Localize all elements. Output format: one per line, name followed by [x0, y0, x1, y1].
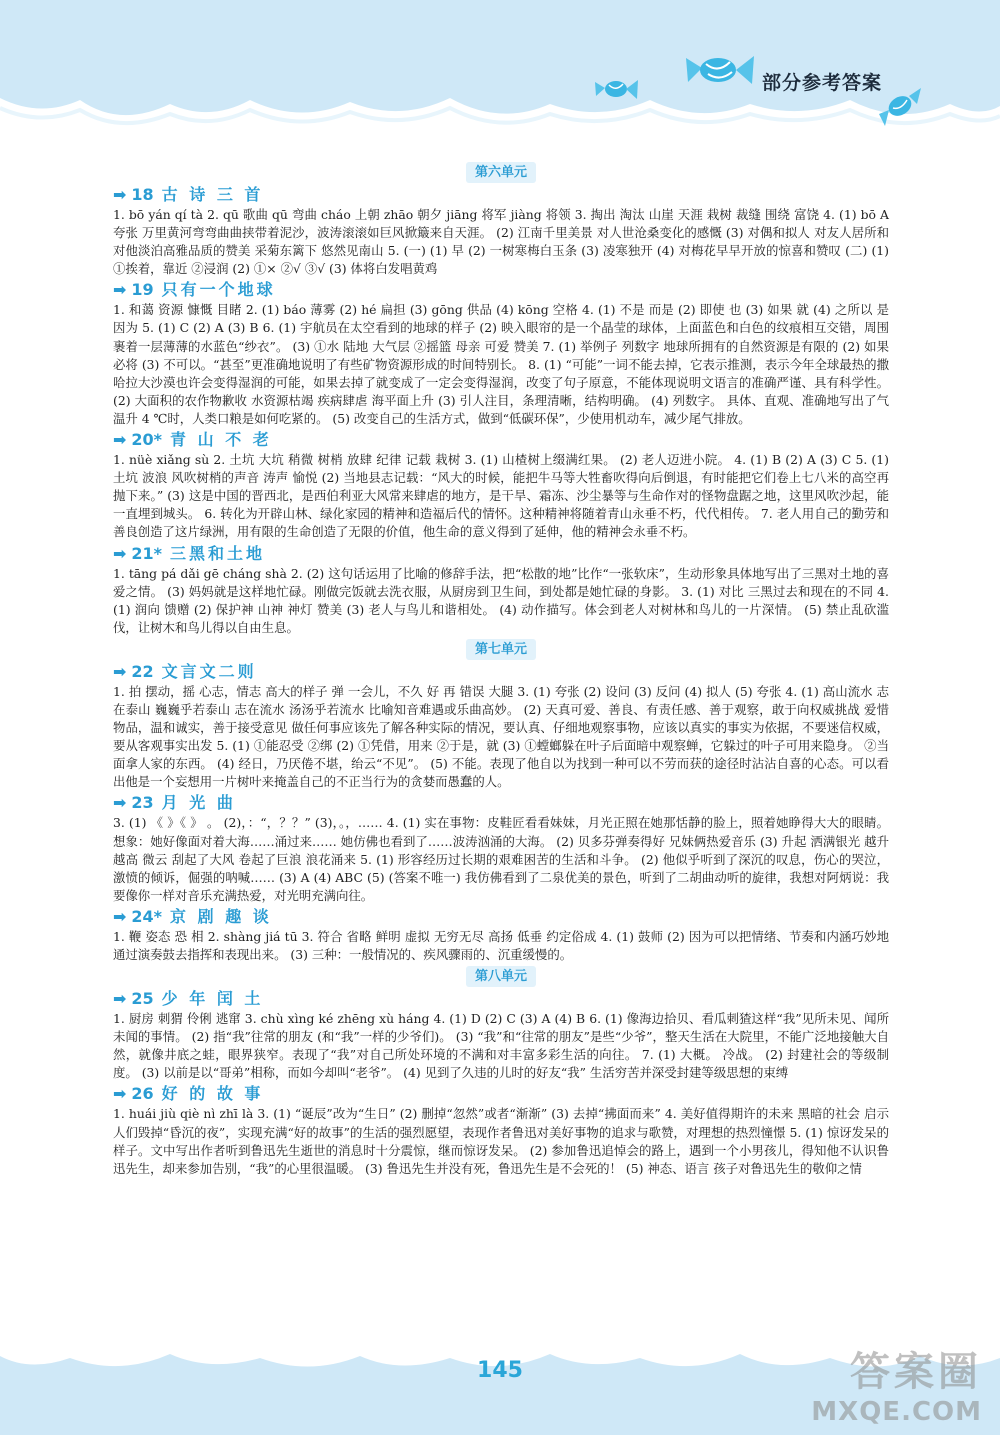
- lesson-name: 好 的 故 事: [161, 1084, 264, 1104]
- lesson-answer: 1. 鞭 姿态 恐 相 2. shàng jiá tū 3. 符合 省略 鲜明 虚拟 无穷无尽 高扬 低垂 约定俗成 4. (1) 鼓师 (2) 因为可以把情绪、节奏和内涵巧妙地通过演奏鼓去指挥和表现出来。 (3) 三种：一般情况的、疾风骤雨的、沉重缓慢的。: [113, 928, 889, 962]
- lesson-answer: 1. 厨房 刺猬 伶俐 逃窜 3. chù xìng ké zhēng xù háng 4. (1) D (2) C (3) A (4) B 6. (1) 像海边拾贝、看瓜刺猹这样“我”见所未见、闻所未闻的事情。 (2) 指“我”往常的朋友 (和“我”一样的少爷们)。 (3) “我”和“往常的朋友”是些“少爷”，整天生活在大院里，不能广泛地接触大自然，就像井底之蛙，眼界狭窄。表现了“我”对自己所处环境的不满和对丰富多彩生活的向往。 7. (1) 大概。 冷战。 (2) 封建社会的等级制度。 (3) 以前是以“哥弟”相称，而如今却叫“老爷”。 (4) 见到了久违的儿时的好友“我” 生活穷苦并深受封建等级思想的束缚: [113, 1011, 889, 1081]
- arrow-right-icon: ➡: [113, 280, 127, 300]
- arrow-right-icon: ➡: [113, 906, 127, 926]
- lesson-title: [113, 429, 889, 451]
- unit-label: 第八单元: [466, 966, 536, 987]
- lesson-answer: 1. nüè xiǎng sù 2. 土坑 大坑 稍微 树梢 放肆 纪律 记载 栽树 3. (1) 山楂树上缀满红果。 (2) 老人迈进小院。 4. (1) B (2) A (3) C 5. (1) 土坑 波浪 风吹树梢的声音 涛声 愉悦 (2) 当地县志记载：“风大的时候，能把牛马等大牲畜吹得向后倒退，有时能把它们卷上七八米的高空再抛下来。” (3) 这是中国的晋西北，是西伯利亚大风常来肆虐的地方，是干旱、霜冻、沙尘暴等与生命作对的怪物盘踞之地，这里风吹沙起，能一直埋到城头。 6. 转化为开辟山林、绿化家园的精神和造福后代的情怀。这种精神将随着青山永垂不朽，代代相传。 7. 老人用自己的勤劳和善良创造了这片绿洲，用有限的生命创造了无限的价值，他生命的意义得到了延伸，他的精神会永垂不朽。: [113, 452, 889, 540]
- unit-banner: [113, 639, 889, 660]
- lesson-answer: 1. tāng pá dǎi gē cháng shà 2. (2) 这句话运用了比喻的修辞手法，把“松散的地”比作“一张软床”，生动形象具体地写出了三黑对土地的喜爱之情。 (3) 妈妈就是这样地忙碌。刚做完饭就去洗衣服，从厨房到卫生间，到处都是她忙碌的身影。 3. (1) 对比 三黑过去和现在的不同 4. (1) 润向 馈赠 (2) 保护神 山神 神灯 赞美 (3) 老人与鸟儿和谐相处。 (4) 动作描写。体会到老人对树林和鸟儿的一片深情。 (5) 禁止乱砍滥伐，让树木和鸟儿得以自由生息。: [113, 565, 889, 635]
- lesson-number: 19: [131, 280, 154, 300]
- lesson-title: [113, 543, 889, 565]
- lesson-answer: 3. (1) 《 》《 》 。 (2)，：“，？？” (3)，。，…… 4. (1) 实在事物：皮鞋匠看看妹妹，月光正照在她那恬静的脸上，照着她睁得大大的眼睛。 想象：她好像面对着大海……涌过来…… 她仿佛也看到了……波涛汹涌的大海。 (2) 贝多芬弹奏得好 兄妹俩热爱音乐 (3) 升起 洒满银光 越升越高 微云 刮起了大风 卷起了巨浪 浪花涌来 5. (1) 形容经历过长期的艰难困苦的生活和斗争。 (2) 他似乎听到了深沉的叹息，伤心的哭泣，激愤的倾诉，倔强的呐喊…… (3) A (4) ABC (5) (答案不唯一) 我仿佛看到了二泉优美的景色，听到了二胡曲动听的旋律，我想对阿炳说：我要像你一样对音乐充满热爱，对光明充满向往。: [113, 815, 889, 903]
- lesson-answer: 1. huái jiù qiè nì zhī là 3. (1) “诞辰”改为“生日” (2) 删掉“忽然”或者“渐渐” (3) 去掉“拂面而来” 4. 美好值得期许的未来 黑暗的社会 启示人们毁掉“昏沉的夜”，实现充满“好的故事”的生活的强烈愿望，表现作者鲁迅对美好事物的追求与歌赞，对理想的热烈憧憬 5. (1) 惊讶发呆的样子。文中写出作者听到鲁迅先生逝世的消息时十分震惊，继而惊讶发呆。 (2) 参加鲁迅追悼会的路上，遇到一个小男孩儿，得知他不认识鲁迅先生，却来参加告别，“我”的心里很温暖。 (3) 鲁迅先生并没有死，鲁迅先生是不会死的！ (5) 神态、语言 孩子对鲁迅先生的敬仰之情: [113, 1106, 889, 1176]
- unit-banner: [113, 162, 889, 183]
- lesson-title: [113, 661, 889, 683]
- watermark-logo: [811, 1340, 982, 1427]
- lesson-answer: 1. bō yán qí tà 2. qū 歌曲 qū 弯曲 cháo 上朝 zhāo 朝夕 jiāng 将军 jiàng 将领 3. 掏出 淘汰 山崖 天涯 栽树 裁缝 围绕 富饶 4. (1) bō A 夸张 万里黄河弯弯曲曲挟带着泥沙，波涛滚滚如巨风掀簸来自天涯。 (2) 江南千里美景 对人世沧桑变化的感慨 (3) 对偶和拟人 对友人居所和对他淡泊高雅品质的赞美 采菊东篱下 悠然见南山 5. (一) (1) 早 (2) 一树寒梅白玉条 (3) 凌寒独开 (4) 对梅花早早开放的惊喜和赞叹 (二) (1) ①挨着，靠近 ②浸润 (2) ①× ②√ ③√ (3) 体将白发唱黄鸡: [113, 207, 889, 277]
- lesson-title: [113, 792, 889, 814]
- watermark-bottom: MXQE.COM: [811, 1397, 982, 1427]
- lesson-title: [113, 988, 889, 1010]
- lesson-name: 文言文二则: [161, 661, 257, 681]
- lesson-number: 20*: [131, 430, 163, 450]
- watermark-top: 答案圈: [850, 1349, 982, 1395]
- lesson-title: [113, 279, 889, 301]
- lesson-number: 25: [131, 989, 154, 1009]
- lesson-title: [113, 1083, 889, 1105]
- lesson-name: 只有一个地球: [161, 280, 276, 300]
- candy-right-icon: [875, 84, 925, 130]
- lesson-answer: 1. 拍 摆动，摇 心志，情志 高大的样子 弹 一会儿，不久 好 再 错误 大腿 3. (1) 夸张 (2) 设问 (3) 反问 (4) 拟人 (5) 夸张 4. (1) 高山流水 志在泰山 巍巍乎若泰山 志在流水 汤汤乎若流水 比喻知音难遇或乐曲高妙。 (2) 天真可爱、善良、有责任感、善于观察，敢于向权威挑战 爱惜物品，温和诚实，善于接受意见 做任何事应该先了解各种实际的情况，要认真、仔细地观察事物，应该以真实的事实为依据，不要迷信权威，要从客观事实出发 5. (1) ①能忍受 ②绑 (2) ①凭借，用来 ②于是，就 (3) ①螳螂躲在叶子后面暗中观察蝉，它躲过的叶子可用来隐身。 ②当面拿人家的东西。 (4) 经日，乃厌倦不堪，绐云“不见”。 (5) 不能。表现了他自以为找到一种可以不劳而获的途径时沾沾自喜的心态。可以看出他是一个妄想用一片树叶来掩盖自己的不正当行为的贪婪而愚蠢的人。: [113, 683, 889, 790]
- lesson-name: 月 光 曲: [161, 793, 236, 813]
- lesson-title: [113, 906, 889, 928]
- lesson-number: 21*: [131, 543, 163, 563]
- lesson-answer: 1. 和蔼 资源 慷慨 目睹 2. (1) báo 薄雾 (2) hé 扁担 (3) gōng 供品 (4) kōng 空格 4. (1) 不是 而是 (2) 即使 也 (3) 如果 就 (4) 之所以 是 因为 5. (1) C (2) A (3) B 6. (1) 宇航员在太空看到的地球的样子 (2) 映入眼帘的是一个晶莹的球体，上面蓝色和白色的纹痕相互交错，周围裹着一层薄薄的水蓝色“纱衣”。 (3) ①水 陆地 大气层 ②摇篮 母亲 可爱 赞美 7. (1) 举例子 列数字 地球所拥有的自然资源是有限的 (2) 如果 必将 (3) 不可以。“甚至”更准确地说明了有些矿物资源形成的时间特别长。 8. (1) “可能”一词不能去掉，它表示推测，表示今年全球最热的撒哈拉大沙漠也许会变得湿润的可能，如果去掉了就变成了一定会变得湿润，改变了句子原意，不能体现说明文语言的准确严谨、具有科学性。 (2) 大面积的农作物歉收 水资源枯竭 疾病肆虐 海平面上升 (3) 引人注目，条理清晰，结构明确。 (4) 列数字。 具体、直观、准确地写出了气温升 4 ℃时，人类口粮是如何吃紧的。 (5) 改变自己的生活方式，做到“低碳环保”，少使用机动车，减少尾气排放。: [113, 302, 889, 426]
- unit-banner: [113, 966, 889, 987]
- page-header-title: 部分参考答案: [761, 72, 882, 94]
- candy-icon: [680, 40, 760, 100]
- arrow-right-icon: ➡: [113, 989, 127, 1009]
- lesson-name: 少 年 闰 土: [161, 989, 264, 1009]
- lesson-name: 青 山 不 老: [170, 430, 272, 450]
- arrow-right-icon: ➡: [113, 185, 127, 204]
- answer-content: [113, 160, 889, 1178]
- lesson-name: 三黑和土地: [170, 543, 266, 563]
- lesson-number: 23: [131, 793, 154, 813]
- lesson-number: 24*: [131, 906, 163, 926]
- lesson-name: 古 诗 三 首: [161, 185, 264, 204]
- candy-small-icon: [592, 72, 642, 108]
- lesson-number: 26: [131, 1084, 154, 1104]
- arrow-right-icon: ➡: [113, 793, 127, 813]
- lesson-number: 18: [131, 185, 154, 204]
- lesson-title: [113, 184, 889, 206]
- arrow-right-icon: ➡: [113, 661, 127, 681]
- lesson-number: 22: [131, 661, 154, 681]
- page-number: 145: [477, 1358, 523, 1383]
- arrow-right-icon: ➡: [113, 1084, 127, 1104]
- arrow-right-icon: ➡: [113, 543, 127, 563]
- lesson-name: 京 剧 趣 谈: [170, 906, 272, 926]
- arrow-right-icon: ➡: [113, 430, 127, 450]
- unit-label: 第七单元: [466, 639, 536, 660]
- unit-label: 第六单元: [466, 162, 536, 183]
